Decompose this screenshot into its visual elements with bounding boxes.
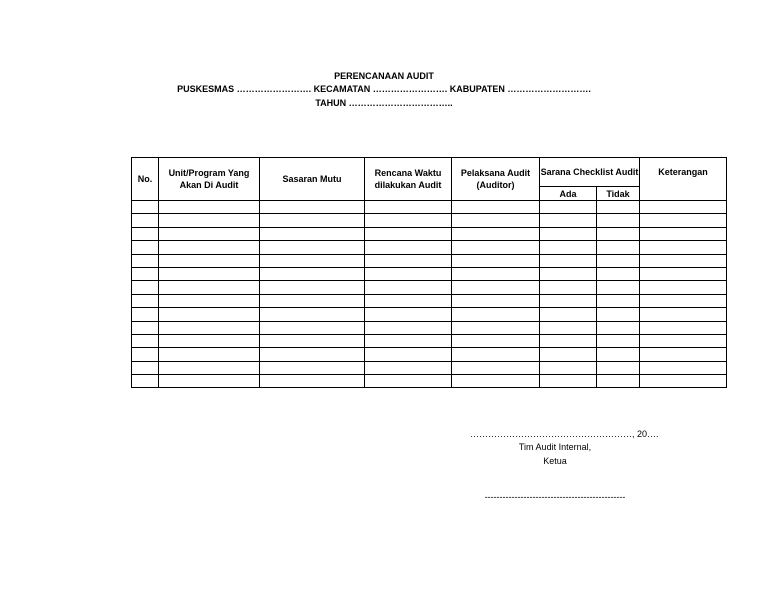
table-row bbox=[132, 321, 727, 334]
table-cell[interactable] bbox=[540, 321, 597, 334]
table-cell[interactable] bbox=[640, 214, 727, 227]
table-cell[interactable] bbox=[540, 375, 597, 388]
table-cell[interactable] bbox=[540, 227, 597, 240]
table-cell[interactable] bbox=[597, 227, 640, 240]
table-cell[interactable] bbox=[452, 375, 540, 388]
table-cell[interactable] bbox=[260, 241, 365, 254]
table-cell[interactable] bbox=[597, 348, 640, 361]
table-cell[interactable] bbox=[597, 361, 640, 374]
table-cell[interactable] bbox=[365, 375, 452, 388]
table-cell[interactable] bbox=[260, 201, 365, 214]
table-cell[interactable] bbox=[597, 241, 640, 254]
table-cell[interactable] bbox=[452, 254, 540, 267]
table-cell[interactable] bbox=[540, 308, 597, 321]
table-row bbox=[132, 294, 727, 307]
column-header-schedule: Rencana Waktu dilakukan Audit bbox=[365, 158, 452, 201]
table-cell[interactable] bbox=[260, 375, 365, 388]
table-cell[interactable] bbox=[540, 348, 597, 361]
table-row bbox=[132, 334, 727, 347]
year-line: TAHUN …………………………….. bbox=[315, 98, 453, 108]
table-row bbox=[132, 201, 727, 214]
table-cell[interactable] bbox=[159, 375, 260, 388]
document-title: PERENCANAAN AUDIT bbox=[334, 71, 434, 81]
table-cell[interactable] bbox=[597, 214, 640, 227]
table-cell[interactable] bbox=[260, 254, 365, 267]
table-cell[interactable] bbox=[640, 361, 727, 374]
table-cell[interactable] bbox=[365, 294, 452, 307]
table-row bbox=[132, 241, 727, 254]
table-cell[interactable] bbox=[640, 334, 727, 347]
table-row bbox=[132, 227, 727, 240]
column-header-auditor: Pelaksana Audit (Auditor) bbox=[452, 158, 540, 201]
table-row bbox=[132, 308, 727, 321]
table-cell[interactable] bbox=[597, 308, 640, 321]
table-cell[interactable] bbox=[365, 321, 452, 334]
table-cell[interactable] bbox=[597, 375, 640, 388]
table-cell[interactable] bbox=[260, 361, 365, 374]
table-cell[interactable] bbox=[365, 361, 452, 374]
table-row bbox=[132, 267, 727, 280]
table-cell[interactable] bbox=[452, 201, 540, 214]
signature-role: Ketua bbox=[543, 456, 567, 466]
table-cell[interactable] bbox=[640, 348, 727, 361]
table-cell[interactable] bbox=[640, 294, 727, 307]
table-cell[interactable] bbox=[452, 308, 540, 321]
table-cell[interactable] bbox=[159, 201, 260, 214]
column-header-no: No. bbox=[132, 158, 159, 201]
table-cell[interactable] bbox=[159, 361, 260, 374]
table-cell[interactable] bbox=[132, 241, 159, 254]
table-cell[interactable] bbox=[597, 254, 640, 267]
location-line: PUSKESMAS ……………………. KECAMATAN ……………………. KABUPATEN ………………………. bbox=[177, 84, 591, 94]
table-cell[interactable] bbox=[365, 214, 452, 227]
table-cell[interactable] bbox=[132, 348, 159, 361]
column-header-unit: Unit/Program Yang Akan Di Audit bbox=[159, 158, 260, 201]
table-cell[interactable] bbox=[452, 241, 540, 254]
table-cell[interactable] bbox=[159, 348, 260, 361]
table-cell[interactable] bbox=[640, 227, 727, 240]
table-row bbox=[132, 281, 727, 294]
table-cell[interactable] bbox=[159, 294, 260, 307]
table-cell[interactable] bbox=[540, 281, 597, 294]
table-row bbox=[132, 214, 727, 227]
table-cell[interactable] bbox=[260, 294, 365, 307]
table-cell[interactable] bbox=[365, 267, 452, 280]
table-cell[interactable] bbox=[540, 361, 597, 374]
table-cell[interactable] bbox=[260, 227, 365, 240]
table-cell[interactable] bbox=[365, 254, 452, 267]
table-cell[interactable] bbox=[365, 281, 452, 294]
table-cell[interactable] bbox=[132, 361, 159, 374]
table-cell[interactable] bbox=[452, 281, 540, 294]
table-cell[interactable] bbox=[452, 267, 540, 280]
table-cell[interactable] bbox=[452, 361, 540, 374]
table-cell[interactable] bbox=[597, 334, 640, 347]
table-cell[interactable] bbox=[640, 201, 727, 214]
table-cell[interactable] bbox=[132, 254, 159, 267]
table-cell[interactable] bbox=[640, 321, 727, 334]
table-cell[interactable] bbox=[597, 267, 640, 280]
table-body bbox=[132, 201, 727, 388]
table-cell[interactable] bbox=[132, 227, 159, 240]
table-cell[interactable] bbox=[540, 334, 597, 347]
table-cell[interactable] bbox=[540, 214, 597, 227]
table-cell[interactable] bbox=[365, 201, 452, 214]
table-cell[interactable] bbox=[452, 294, 540, 307]
table-cell[interactable] bbox=[640, 241, 727, 254]
table-cell[interactable] bbox=[260, 321, 365, 334]
table-cell[interactable] bbox=[159, 241, 260, 254]
column-header-checklist-yes: Ada bbox=[540, 187, 597, 201]
table-cell[interactable] bbox=[159, 334, 260, 347]
table-cell[interactable] bbox=[132, 334, 159, 347]
table-cell[interactable] bbox=[452, 214, 540, 227]
table-cell[interactable] bbox=[159, 281, 260, 294]
table-cell[interactable] bbox=[597, 294, 640, 307]
table-row bbox=[132, 375, 727, 388]
table-cell[interactable] bbox=[597, 281, 640, 294]
table-cell[interactable] bbox=[365, 227, 452, 240]
table-cell[interactable] bbox=[132, 201, 159, 214]
table-cell[interactable] bbox=[132, 267, 159, 280]
table-cell[interactable] bbox=[260, 267, 365, 280]
table-cell[interactable] bbox=[159, 321, 260, 334]
table-row bbox=[132, 361, 727, 374]
table-row bbox=[132, 348, 727, 361]
table-cell[interactable] bbox=[159, 267, 260, 280]
column-header-notes: Keterangan bbox=[640, 158, 727, 201]
table-cell[interactable] bbox=[365, 308, 452, 321]
table-cell[interactable] bbox=[540, 294, 597, 307]
audit-plan-table bbox=[131, 157, 727, 388]
table-cell[interactable] bbox=[132, 294, 159, 307]
table-cell[interactable] bbox=[260, 214, 365, 227]
table-cell[interactable] bbox=[365, 334, 452, 347]
table-cell[interactable] bbox=[540, 254, 597, 267]
table-cell[interactable] bbox=[452, 348, 540, 361]
table-cell[interactable] bbox=[159, 214, 260, 227]
table-cell[interactable] bbox=[597, 321, 640, 334]
table-cell[interactable] bbox=[540, 201, 597, 214]
signature-line: ----------------------------------------------- bbox=[484, 492, 626, 502]
table-cell[interactable] bbox=[132, 308, 159, 321]
table-cell[interactable] bbox=[452, 334, 540, 347]
signature-place-date: ………………………………………………, 20…. bbox=[470, 429, 659, 439]
table-cell[interactable] bbox=[132, 214, 159, 227]
table-cell[interactable] bbox=[260, 281, 365, 294]
table-cell[interactable] bbox=[260, 308, 365, 321]
table-cell[interactable] bbox=[260, 334, 365, 347]
table-cell[interactable] bbox=[159, 254, 260, 267]
table-row bbox=[132, 254, 727, 267]
table-cell[interactable] bbox=[132, 321, 159, 334]
table-cell[interactable] bbox=[640, 267, 727, 280]
table-cell[interactable] bbox=[640, 308, 727, 321]
column-header-target: Sasaran Mutu bbox=[260, 158, 365, 201]
table-cell[interactable] bbox=[640, 281, 727, 294]
table-cell[interactable] bbox=[452, 227, 540, 240]
column-header-checklist: Sarana Checklist Audit bbox=[540, 158, 640, 187]
table-cell[interactable] bbox=[260, 348, 365, 361]
table-cell[interactable] bbox=[132, 281, 159, 294]
table-cell[interactable] bbox=[365, 348, 452, 361]
signature-team: Tim Audit Internal, bbox=[518, 442, 592, 452]
table-cell[interactable] bbox=[540, 267, 597, 280]
table-cell[interactable] bbox=[159, 227, 260, 240]
table-cell[interactable] bbox=[597, 201, 640, 214]
column-header-checklist-no: Tidak bbox=[597, 187, 640, 201]
table-cell[interactable] bbox=[159, 308, 260, 321]
table-cell[interactable] bbox=[640, 254, 727, 267]
table-cell[interactable] bbox=[132, 375, 159, 388]
table-cell[interactable] bbox=[365, 241, 452, 254]
table-cell[interactable] bbox=[452, 321, 540, 334]
table-cell[interactable] bbox=[540, 241, 597, 254]
table-cell[interactable] bbox=[640, 375, 727, 388]
